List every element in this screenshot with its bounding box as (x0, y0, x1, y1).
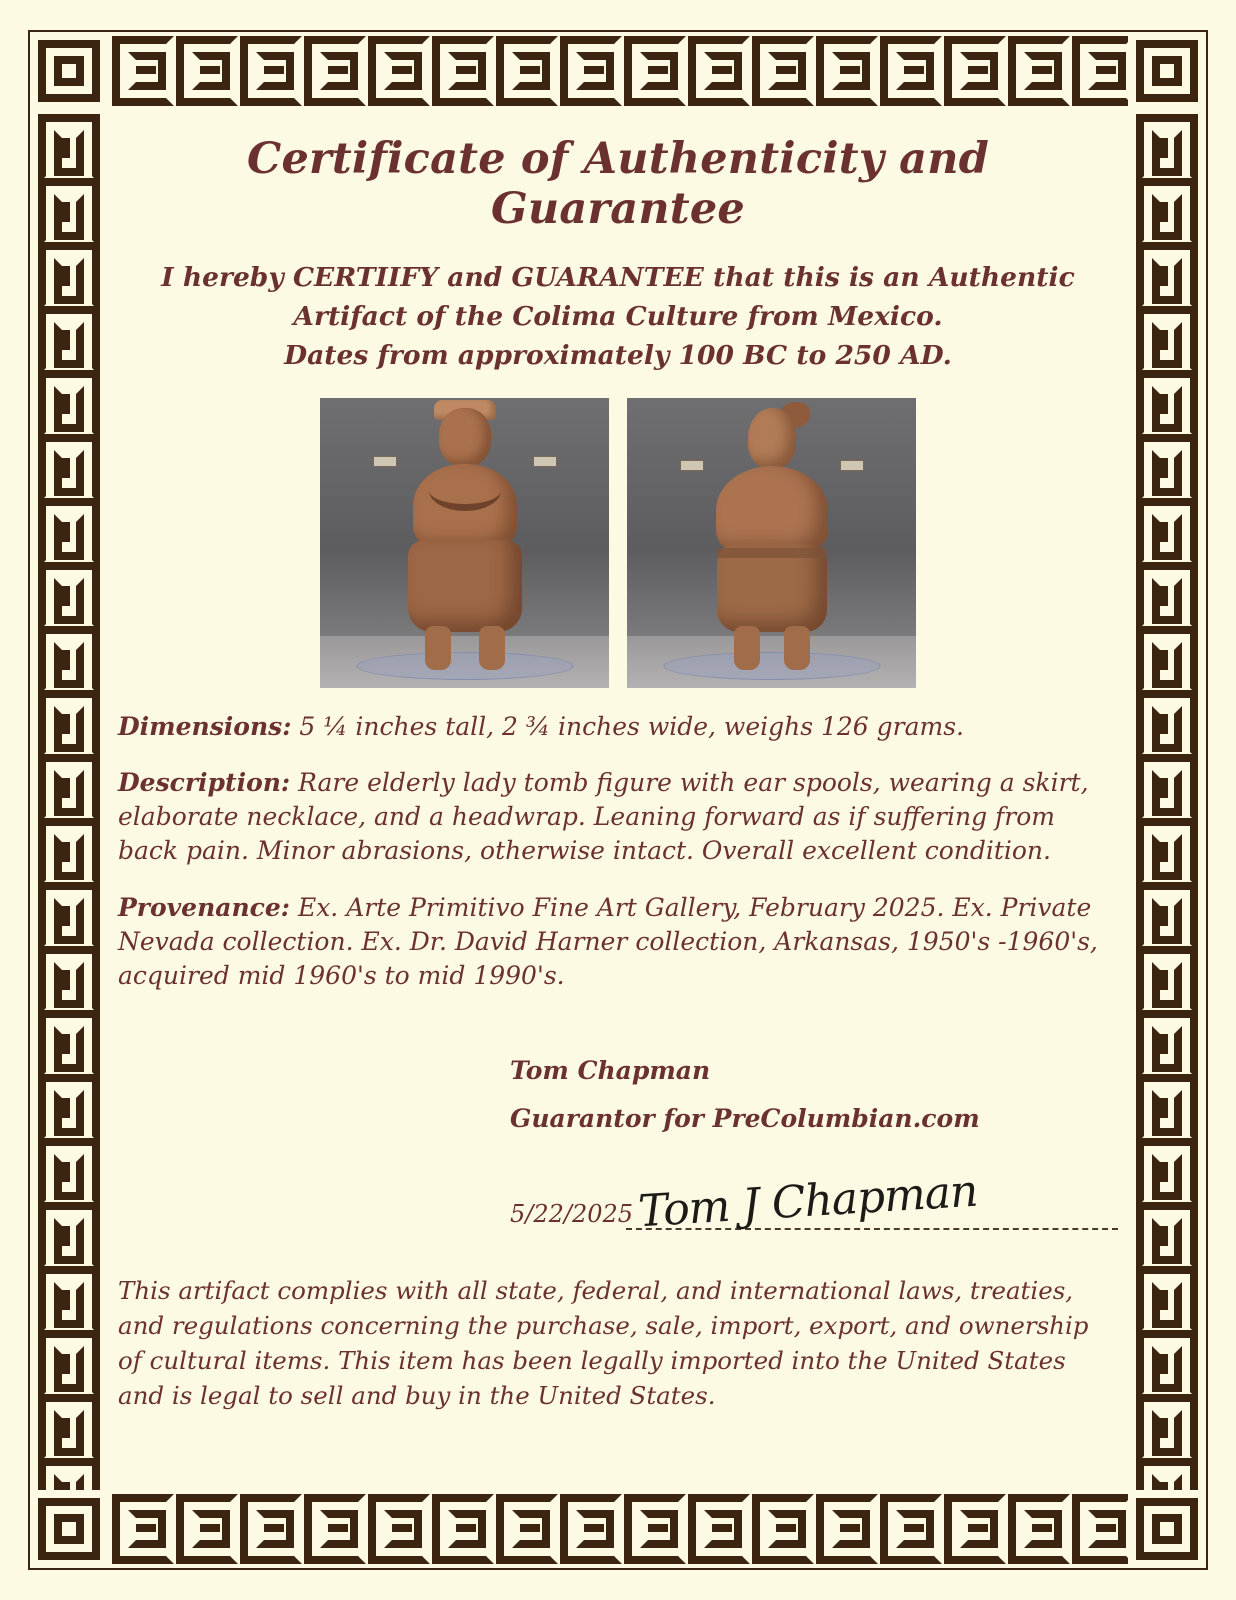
greek-key-unit (1136, 818, 1198, 888)
legal-compliance-text: This artifact complies with all state, federal, and international laws, treaties, and regulations concerning the purchase, sale, import, export, and ownership of cultural items. This item has been legally imported into the United States and is legal to sell and buy in the United States. (118, 1276, 1089, 1410)
greek-key-unit (1136, 498, 1198, 568)
greek-key-unit (38, 306, 100, 376)
greek-key-unit (38, 1202, 100, 1272)
greek-key-unit (1136, 690, 1198, 760)
figure-ear-spool-right (533, 456, 557, 467)
greek-key-unit (1136, 242, 1198, 312)
border-corner-bottom-left (30, 1490, 108, 1568)
greek-key-unit (1008, 1494, 1070, 1564)
greek-key-border-top (30, 32, 1206, 110)
certify-statement-line-1: I hereby CERTIIFY and GUARANTEE that this is an Authentic (161, 262, 1075, 293)
greek-key-unit (38, 242, 100, 312)
greek-key-unit (816, 1494, 878, 1564)
description-row (118, 766, 1118, 869)
figure-waist-band (717, 548, 827, 558)
greek-key-unit (1136, 1010, 1198, 1080)
greek-key-unit (38, 1074, 100, 1144)
artifact-photo-back (627, 398, 916, 688)
description-label: Description: (118, 767, 291, 797)
greek-key-unit (624, 36, 686, 106)
border-corner-top-left (30, 32, 108, 110)
greek-key-border-right (1128, 32, 1206, 1568)
greek-key-unit (38, 178, 100, 248)
certificate-title: Certificate of Authenticity and Guarantee (247, 134, 989, 234)
figure-necklace (429, 470, 501, 511)
greek-key-unit (176, 1494, 238, 1564)
figure-skirt-front (408, 540, 522, 632)
greek-key-unit (1136, 882, 1198, 952)
dimensions-row (118, 710, 1118, 744)
greek-key-unit (38, 754, 100, 824)
figure-ear-spool-right-back (840, 460, 864, 471)
signature-row (118, 1166, 1118, 1238)
greek-key-unit (38, 1138, 100, 1208)
description-value: Rare elderly lady tomb figure with ear spools, wearing a skirt, elaborate necklace, and a headwrap. Leaning forward as if suffering from back pain. Minor abrasions, otherwise intact. Overall excellent condition. (118, 767, 1089, 866)
artifact-photo-front (320, 398, 609, 688)
greek-key-unit (1136, 1330, 1198, 1400)
greek-key-unit (304, 1494, 366, 1564)
greek-key-unit (624, 1494, 686, 1564)
figure-ear-spool-left-back (680, 460, 704, 471)
greek-key-unit (880, 36, 942, 106)
greek-key-unit (112, 1494, 174, 1564)
figure-leg-right-front (479, 626, 505, 670)
greek-key-unit (38, 114, 100, 184)
greek-key-unit (688, 1494, 750, 1564)
greek-key-unit (240, 1494, 302, 1564)
greek-key-unit (1136, 370, 1198, 440)
greek-key-unit (752, 1494, 814, 1564)
handwritten-signature: Tom J Chapman (636, 1166, 979, 1238)
figure-head-back (748, 408, 796, 468)
greek-key-unit (304, 36, 366, 106)
dimensions-label: Dimensions: (118, 711, 292, 741)
greek-key-unit (1136, 306, 1198, 376)
greek-key-unit (432, 1494, 494, 1564)
greek-key-unit (1136, 562, 1198, 632)
greek-key-unit (1136, 114, 1198, 184)
greek-key-unit (368, 1494, 430, 1564)
provenance-value: Ex. Arte Primitivo Fine Art Gallery, February 2025. Ex. Private Nevada collection. Ex. Dr. David Harner collection, Arkansas, 1950's -1960's, acquired mid 1960's to mid 1990's. (118, 892, 1098, 991)
greek-key-unit (944, 36, 1006, 106)
greek-key-unit (38, 882, 100, 952)
greek-key-unit (1072, 36, 1134, 106)
greek-key-unit (38, 1266, 100, 1336)
figure-back-illustration (692, 408, 852, 670)
figure-ear-spool-left (373, 456, 397, 467)
greek-key-unit (176, 36, 238, 106)
figure-front-illustration (385, 408, 545, 670)
artifact-photo-gallery (118, 398, 1118, 688)
greek-key-unit (1136, 754, 1198, 824)
greek-key-unit (432, 36, 494, 106)
certify-statement-line-3: Dates from approximately 100 BC to 250 AD. (284, 340, 952, 372)
greek-key-unit (560, 1494, 622, 1564)
certify-statement (118, 258, 1118, 376)
greek-key-unit (38, 562, 100, 632)
greek-key-unit (1136, 1202, 1198, 1272)
greek-key-unit (1136, 178, 1198, 248)
certificate-content (118, 118, 1118, 1482)
greek-key-unit (38, 434, 100, 504)
provenance-label: Provenance: (118, 892, 290, 922)
dimensions-value: 5 ¼ inches tall, 2 ¾ inches wide, weighs 126 grams. (299, 711, 964, 741)
greek-key-unit (880, 1494, 942, 1564)
border-corner-bottom-right (1128, 1490, 1206, 1568)
greek-key-unit (38, 1010, 100, 1080)
greek-key-unit (38, 690, 100, 760)
greek-key-unit (560, 36, 622, 106)
greek-key-unit (816, 36, 878, 106)
greek-key-unit (1136, 1138, 1198, 1208)
greek-key-unit (38, 1394, 100, 1464)
signer-name: Tom Chapman (510, 1056, 711, 1086)
figure-head-front (439, 408, 491, 466)
greek-key-unit (1072, 1494, 1134, 1564)
greek-key-unit (112, 36, 174, 106)
signer-block (118, 1047, 1118, 1142)
figure-torso-back (716, 466, 828, 554)
greek-key-unit (1136, 1074, 1198, 1144)
greek-key-unit (496, 1494, 558, 1564)
greek-key-unit (1136, 1266, 1198, 1336)
certify-statement-line-2: Artifact of the Colima Culture from Mexico. (293, 301, 943, 333)
border-corner-top-right (1128, 32, 1206, 110)
greek-key-border-left (30, 32, 108, 1568)
greek-key-unit (1136, 1394, 1198, 1464)
greek-key-unit (240, 36, 302, 106)
greek-key-unit (38, 370, 100, 440)
signature-date: 5/22/2025 (510, 1200, 634, 1229)
greek-key-unit (1136, 626, 1198, 696)
greek-key-unit (38, 946, 100, 1016)
signer-title: Guarantor for PreColumbian.com (510, 1103, 980, 1133)
greek-key-unit (1136, 434, 1198, 504)
greek-key-unit (38, 1330, 100, 1400)
greek-key-unit (38, 498, 100, 568)
greek-key-unit (688, 36, 750, 106)
greek-key-unit (368, 36, 430, 106)
greek-key-unit (38, 818, 100, 888)
figure-leg-right-back (784, 626, 810, 670)
figure-leg-left-front (425, 626, 451, 670)
greek-key-unit (944, 1494, 1006, 1564)
greek-key-unit (1136, 946, 1198, 1016)
greek-key-unit (1008, 36, 1070, 106)
greek-key-unit (496, 36, 558, 106)
greek-key-unit (38, 626, 100, 696)
greek-key-border-bottom (30, 1490, 1206, 1568)
provenance-row (118, 891, 1118, 994)
figure-leg-left-back (734, 626, 760, 670)
greek-key-unit (752, 36, 814, 106)
